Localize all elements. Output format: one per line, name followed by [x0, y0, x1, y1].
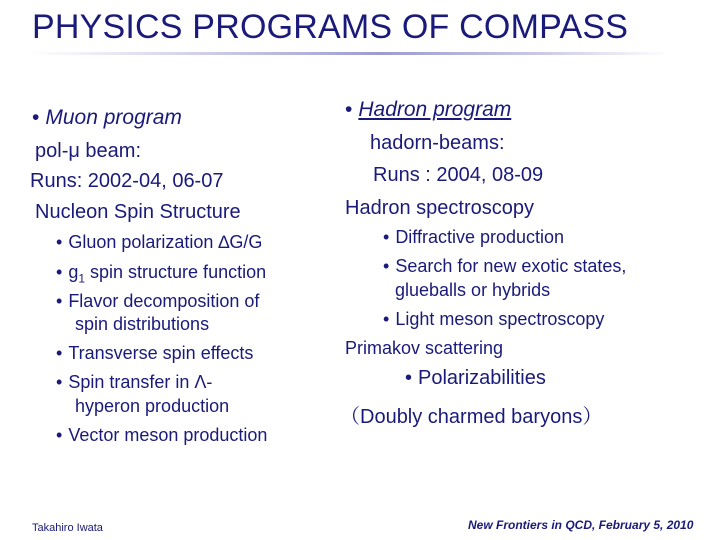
list-item: • $g_1$ spin structure function: [56, 262, 267, 286]
list-item-continuation: glueballs or hybrids: [395, 280, 551, 300]
hadron-program-title: Hadron program: [358, 98, 512, 121]
list-item: • Flavor decomposition of: [56, 291, 260, 311]
list-item: • Search for new exotic states,: [383, 256, 627, 276]
list-item: • Gluon polarization ∆G/G: [56, 232, 263, 252]
muon-runs-line: Runs: 2002-04, 06-07: [30, 170, 224, 192]
heading-bullet: •: [345, 98, 353, 121]
muon-beam-line: pol-μ beam:: [35, 140, 142, 162]
hadron-program-heading: [345, 98, 511, 122]
heading-bullet: •: [32, 106, 40, 129]
list-item: • Polarizabilities: [405, 367, 546, 389]
doubly-charmed-baryons: （Doubly charmed baryons）: [340, 406, 603, 428]
list-item: • Light meson spectroscopy: [383, 309, 605, 329]
title-divider: [30, 52, 668, 55]
list-item: • Vector meson production: [56, 425, 268, 445]
hadron-spectroscopy: Hadron spectroscopy: [345, 197, 534, 219]
hadron-beam-line: hadorn-beams:: [370, 132, 505, 154]
list-item-continuation: hyperon production: [75, 396, 230, 416]
muon-program-title: Muon program: [45, 106, 182, 129]
nucleon-spin-structure: Nucleon Spin Structure: [35, 201, 241, 223]
footer-author: Takahiro Iwata: [32, 522, 103, 534]
muon-program-heading: [32, 106, 182, 130]
list-item: • Transverse spin effects: [56, 343, 254, 363]
primakov-scattering: Primakov scattering: [345, 338, 504, 358]
list-item: • Diffractive production: [383, 227, 565, 247]
footer-conference: New Frontiers in QCD, February 5, 2010: [468, 518, 694, 532]
list-item-continuation: spin distributions: [75, 314, 210, 334]
hadron-runs-line: Runs : 2004, 08-09: [373, 164, 544, 186]
list-item: • Spin transfer in Λ-: [56, 372, 213, 392]
slide-title: PHYSICS PROGRAMS OF COMPASS: [32, 8, 629, 46]
